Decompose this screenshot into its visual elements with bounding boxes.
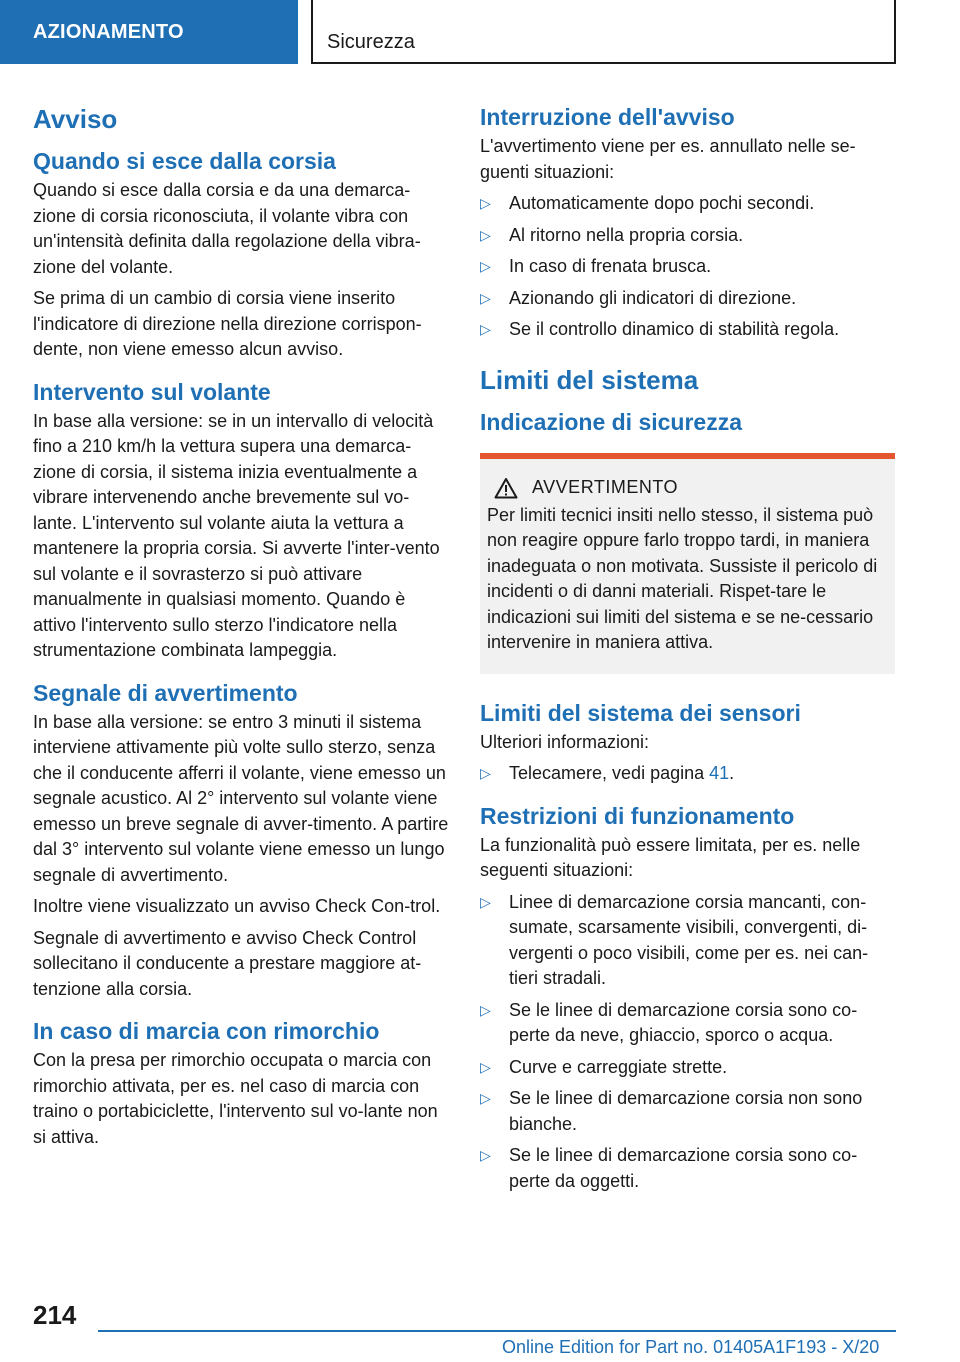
list-item: ▷ Linee di demarcazione corsia mancanti, con-sumate, scarsamente visibili, convergenti, di-vergenti o poco visibili, come per es. nei can-tieri stradali. [480,891,869,988]
heading-sensori: Limiti del sistema dei sensori [480,699,801,726]
paragraph-segnale-2: Inoltre viene visualizzato un avviso Check Con-trol. [33,896,441,916]
list-item: ▷ In caso di frenata brusca. [480,254,896,280]
triangle-right-icon: ▷ [480,289,491,306]
paragraph-sensori: Ulteriori informazioni: [480,731,650,752]
warning-header [487,477,887,499]
heading-rimorchio: In caso di marcia con rimorchio [33,1018,380,1044]
heading-corsia: Quando si esce dalla corsia [33,148,336,174]
left-column [33,100,449,1156]
list-item: ▷ Se il controllo dinamico di stabilità regola. [480,317,896,343]
triangle-right-icon: ▷ [480,1147,491,1163]
triangle-right-icon: ▷ [480,1090,491,1106]
page-header [0,0,960,66]
list-item: ▷ Azionando gli indicatori di direzione. [480,286,896,312]
interruzione-list [480,191,896,343]
paragraph-corsia-1: Quando si esce dalla corsia e da una demarca-zione di corsia riconosciuta, il volante vibra con un'intensità definita dalla regolazione della vibra-zione del volante. [33,180,421,277]
paragraph-rimorchio: Con la presa per rimorchio occupata o marcia con rimorchio attivata, per es. nel caso di marcia con traino o portabiciclette, l'intervento sul vo-lante non si attiva. [33,1050,438,1147]
list-item: ▷ Telecamere, vedi pagina 41. [480,761,896,787]
triangle-right-icon: ▷ [480,1058,491,1075]
paragraph-interruzione: L'avvertimento viene per es. annullato nelle se-guenti situazioni: [480,136,856,182]
chapter-tab: AZIONAMENTO [0,0,298,64]
triangle-right-icon: ▷ [480,321,491,337]
sensori-list [480,761,896,787]
heading-restrizioni: Restrizioni di funzionamento [480,802,795,829]
heading-indicazione: Indicazione di sicurezza [480,408,743,435]
heading-avviso: Avviso [33,104,118,134]
triangle-right-icon: ▷ [480,893,491,910]
warning-box [480,453,895,674]
paragraph-restrizioni: La funzionalità può essere limitata, per es. nelle seguenti situazioni: [480,834,861,880]
heading-segnale: Segnale di avvertimento [33,679,298,706]
triangle-right-icon: ▷ [480,765,491,781]
edition-text: Online Edition for Part no. 01405A1F193 - X/20 [502,1337,880,1357]
restrizioni-list [480,890,896,1195]
paragraph-segnale-1: In base alla versione: se entro 3 minuti il sistema interviene attivamente più volte sullo sterzo, senza che il conducente afferri il volante, viene emesso un segnale acustico. Al 2° intervento sul volante viene emesso un breve segnale di avver-timento. A partire dal 3° intervento sul volante viene emesso un lungo segnale di avvertimento. [33,711,449,885]
list-item: ▷ Se le linee di demarcazione corsia non sono bianche. [480,1088,863,1134]
warning-text: Per limiti tecnici insiti nello stesso, il sistema può non reagire oppure farlo troppo tardi, in maniera inadeguata o non motivata. Sussiste il pericolo di incidenti o di danni materiali. Rispet-tare le indicazioni sui limiti del sistema e se ne-cessario intervenire in maniera attiva. [487,504,878,652]
paragraph-intervento: In base alla versione: se in un intervallo di velocità fino a 210 km/h la vettura supera una demarca-zione di corsia, il sistema inizia eventualmente a vibrare intervenendo anche brevemente sul vo-lante. L'intervento sul volante aiuta la vettura a mantenere la propria corsia. Si avverte l'inter-vento sul volante e il sovrasterzo si può attivare manualmente in qualsiasi momento. Quando è attivo l'intervento sullo sterzo l'indicatore nella strumentazione combinata lampeggia. [33,410,440,660]
page-number: 214 [33,1300,77,1330]
list-item: ▷ Se le linee di demarcazione corsia sono co-perte da neve, ghiaccio, sporco o acqua. [480,999,858,1045]
right-column [480,100,896,1200]
paragraph-segnale-3: Segnale di avvertimento e avviso Check Control sollecitano il conducente a prestare maggiore at-tenzione alla corsia. [33,927,422,999]
warning-triangle-icon [494,477,518,499]
paragraph-corsia-2: Se prima di un cambio di corsia viene inserito l'indicatore di direzione nella direzione corrispon-dente, non viene emesso alcun avviso. [33,288,422,359]
list-item: ▷ Automaticamente dopo pochi secondi. [480,191,896,217]
triangle-right-icon: ▷ [480,258,491,274]
page-link[interactable]: 41 [709,763,730,783]
heading-intervento: Intervento sul volante [33,378,271,405]
heading-interruzione: Interruzione dell'avviso [480,104,735,130]
list-item: ▷ Se le linee di demarcazione corsia sono co-perte da oggetti. [480,1145,858,1191]
section-title: Sicurezza [311,0,896,64]
warning-title: AVVERTIMENTO [532,477,679,497]
footer-divider [98,1330,896,1332]
triangle-right-icon: ▷ [480,226,491,243]
triangle-right-icon: ▷ [480,195,491,211]
triangle-right-icon: ▷ [480,1001,491,1018]
list-item: ▷ Curve e carreggiate strette. [480,1055,896,1081]
list-item: ▷ Al ritorno nella propria corsia. [480,223,896,249]
heading-limiti: Limiti del sistema [480,364,699,395]
